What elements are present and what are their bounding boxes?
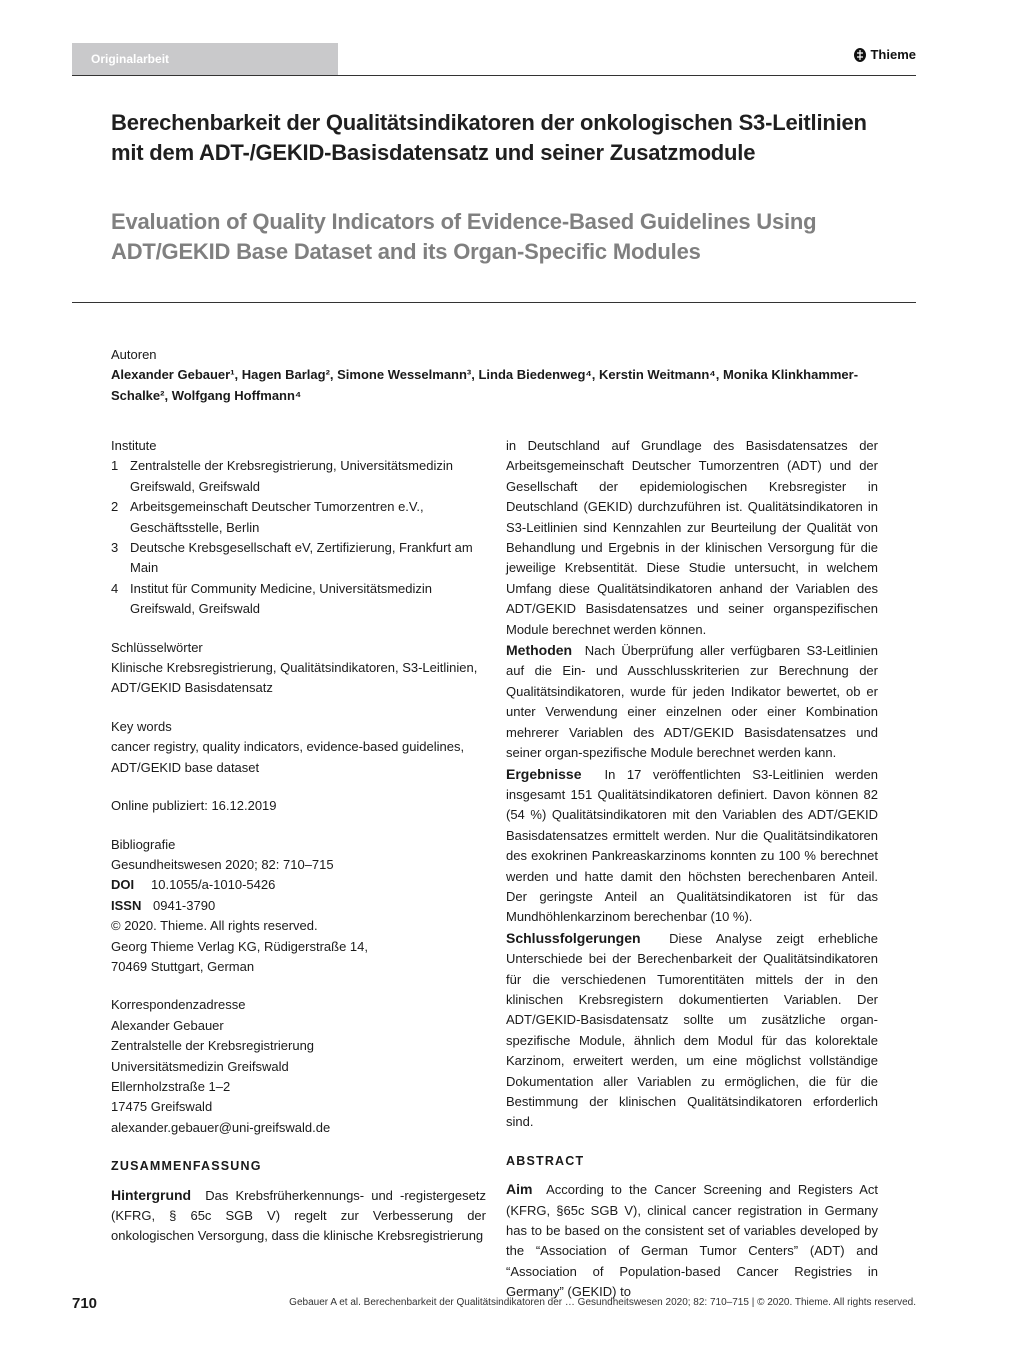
correspondence-line: Universitätsmedizin Greifswald [111, 1058, 289, 1074]
publisher-logo [854, 47, 916, 62]
article-type-tag: Originalarbeit [72, 43, 338, 75]
aim-text: According to the Cancer Screening and Registers Act (KFRG, §65c SGB V), clinical cancer registration in Germany has to be based on the consistent set of variables developed by the “Association of German Tumor Centers” (ADT) and “Association of Population-based Cancer Registries in Germany” (GEKID) to [506, 1182, 878, 1300]
bibliography-label: Bibliografie [111, 836, 176, 852]
institute-item [111, 538, 486, 579]
abstract-heading: ABSTRACT [506, 1153, 585, 1168]
ergebnisse-text: In 17 veröffentlichten S3-Leitlinien werden insgesamt 151 Qualitätsindikatoren definiert. Davon können 82 (54 %) Qualitätsindikatoren mit den Variablen des ADT/GEKID Basisdatensatzes ermittelt werden. Nur die Qualitätsindikatoren des exokrinen Pankreaskarzinoms konnten zu 100 % berechnet werden und hatte damit den höchsten berechenbaren Anteil. Der geringste Anteil an Qualitätsindikatoren ist für das Mundhöhlenkarzinom berechenbar (10 %). [506, 766, 878, 925]
schlussfolgerungen-paragraph [506, 928, 878, 1133]
methoden-paragraph [506, 640, 878, 763]
methoden-heading: Methoden [506, 642, 573, 659]
authors-section [111, 345, 881, 406]
copyright-line: © 2020. Thieme. All rights reserved. [111, 918, 318, 934]
correspondence-line: Ellernholzstraße 1–2 [111, 1078, 231, 1094]
issn-value: 0941-3790 [153, 897, 216, 913]
institute-item [111, 579, 486, 620]
correspondence-email[interactable]: alexander.gebauer@uni-greifswald.de [111, 1119, 331, 1135]
institute-item [111, 497, 486, 538]
institute-text: Deutsche Krebsgesellschaft eV, Zertifizierung, Frankfurt am Main [130, 540, 473, 576]
issn-row [111, 896, 486, 916]
doi-value[interactable]: 10.1055/a-1010-5426 [151, 877, 276, 893]
ergebnisse-paragraph [506, 764, 878, 928]
issn-label: ISSN [111, 897, 142, 913]
institute-number: 1 [111, 458, 119, 474]
doi-row [111, 875, 486, 895]
keywords-de-text: Klinische Krebsregistrierung, Qualitätsindikatoren, S3-Leitlinien, ADT/GEKID Basisdatensatz [111, 660, 478, 696]
correspondence-name: Alexander Gebauer [111, 1017, 224, 1033]
schlussfolgerungen-text: Diese Analyse zeigt erhebliche Unterschiede bei der Berechenbarkeit der Qualitätsindikatoren für die verschiedenen Tumorentitäten mittels der in den klinischen Krebsregistern dokumentierten Variablen. Der ADT/GEKID-Basisdatensatz sollte um zusätzliche organ-spezifische Module, ähnlich dem Modul für das kolorektale Karzinom, erweitert werden, um eine möglichst vollständige Dokumentation aller Variablen zu ermöglichen, die für die Bestimmung der klinischen Qualitätsindikatoren erforderlich sind. [506, 930, 878, 1130]
institute-number: 2 [111, 499, 119, 515]
footer-citation: Gebauer A et al. Berechenbarkeit der Qualitätsindikatoren der … Gesundheitswesen 2020; 82: 710–715 | © 2020. Thieme. All rights reserved. [289, 1297, 916, 1308]
aim-heading: Aim [506, 1181, 533, 1198]
schlussfolgerungen-heading: Schlussfolgerungen [506, 929, 641, 946]
authors-label: Autoren [111, 347, 157, 362]
correspondence-section [111, 995, 486, 1138]
institute-text: Institut für Community Medicine, Universitätsmedizin Greifswald, Greifswald [130, 580, 432, 617]
hintergrund-paragraph-start [111, 1185, 486, 1247]
institute-text: Zentralstelle der Krebsregistrierung, Universitätsmedizin Greifswald, Greifswald [130, 458, 453, 494]
keywords-en-label: Key words [111, 718, 172, 734]
right-column-content [506, 436, 878, 1303]
hintergrund-text: Das Krebsfrüherkennungs- und -registergesetz (KFRG, § 65c SGB V) regelt zur Verbesserung der onkologischen Versorgung, dass die klinische Krebsregistrierung [111, 1187, 486, 1244]
header-divider [72, 75, 916, 76]
ergebnisse-heading: Ergebnisse [506, 765, 582, 782]
methoden-text: Nach Überprüfung aller verfügbaren S3-Leitlinien auf die Ein- und Ausschlusskriterien zur Berechnung der Qualitätsindikatoren, wurde für jeden Indikator bewertet, ob er unter Verwendung einer einzelnen oder einer Kombination mehrerer Variablen des ADT/GEKID Basisdatensatzes und seiner organ-spezifische Module berechnet werden kann. [506, 643, 878, 761]
institutes-section [111, 436, 486, 620]
publisher-name: Thieme [870, 47, 916, 62]
institute-number: 4 [111, 580, 119, 596]
keywords-en-section [111, 717, 486, 778]
institute-number: 3 [111, 540, 119, 556]
aim-paragraph [506, 1179, 878, 1302]
hintergrund-continuation: in Deutschland auf Grundlage des Basisdatensatzes der Arbeitsgemeinschaft Deutscher Tumorzentren (ADT) und der Gesellschaft der epidemiologischen Krebsregister in Deutschland (GEKID) durchzuführen ist. Qualitätsindikatoren in S3-Leitlinien sind Kennzahlen zur Beurteilung der Qualität von Behandlung und Ergebnis in der klinischen Versorgung für die jeweilige Krebsentität. Diese Studie untersucht, in welchem Umfang diese Qualitätsindikatoren anhand der Variablen des ADT/GEKID Basisdatensatzes und seiner organspezifischen Module berechnet werden können. [506, 438, 878, 637]
online-published: Online publiziert: 16.12.2019 [111, 798, 277, 814]
title-german: Berechenbarkeit der Qualitätsindikatoren der onkologischen S3-Leitlinien mit dem ADT-/GEKID-Basisdatensatz und seiner Zusatzmodule [111, 110, 867, 165]
institutes-label: Institute [111, 438, 157, 453]
keywords-de-section [111, 638, 486, 699]
title-english: Evaluation of Quality Indicators of Evidence-Based Guidelines Using ADT/GEKID Base Dataset and its Organ-Specific Modules [111, 209, 817, 264]
doi-label: DOI [111, 877, 135, 893]
publisher-address-line2: 70469 Stuttgart, German [111, 958, 255, 974]
correspondence-label: Korrespondenzadresse [111, 997, 246, 1013]
correspondence-line: Zentralstelle der Krebsregistrierung [111, 1038, 315, 1054]
journal-citation: Gesundheitswesen 2020; 82: 710–715 [111, 856, 334, 872]
title-divider [72, 302, 916, 303]
zusammenfassung-heading: ZUSAMMENFASSUNG [111, 1159, 262, 1174]
page-number: 710 [72, 1295, 98, 1312]
keywords-en-text: cancer registry, quality indicators, evidence-based guidelines, ADT/GEKID base dataset [111, 739, 465, 775]
institute-text: Arbeitsgemeinschaft Deutscher Tumorzentren e.V., Geschäftsstelle, Berlin [130, 499, 424, 535]
publisher-address-line1: Georg Thieme Verlag KG, Rüdigerstraße 14, [111, 938, 368, 954]
left-column [111, 436, 486, 1247]
bibliography-section [111, 835, 486, 978]
correspondence-line: 17475 Greifswald [111, 1099, 213, 1115]
authors-list: Alexander Gebauer¹, Hagen Barlag², Simone Wesselmann³, Linda Biedenweg⁴, Kerstin Weitmann⁴, Monika Klinkhammer-Schalke², Wolfgang Hoffmann⁴ [111, 367, 859, 403]
keywords-de-label: Schlüsselwörter [111, 639, 203, 655]
institute-item [111, 456, 486, 497]
thieme-logo-icon [854, 48, 866, 62]
hintergrund-heading: Hintergrund [111, 1186, 192, 1203]
